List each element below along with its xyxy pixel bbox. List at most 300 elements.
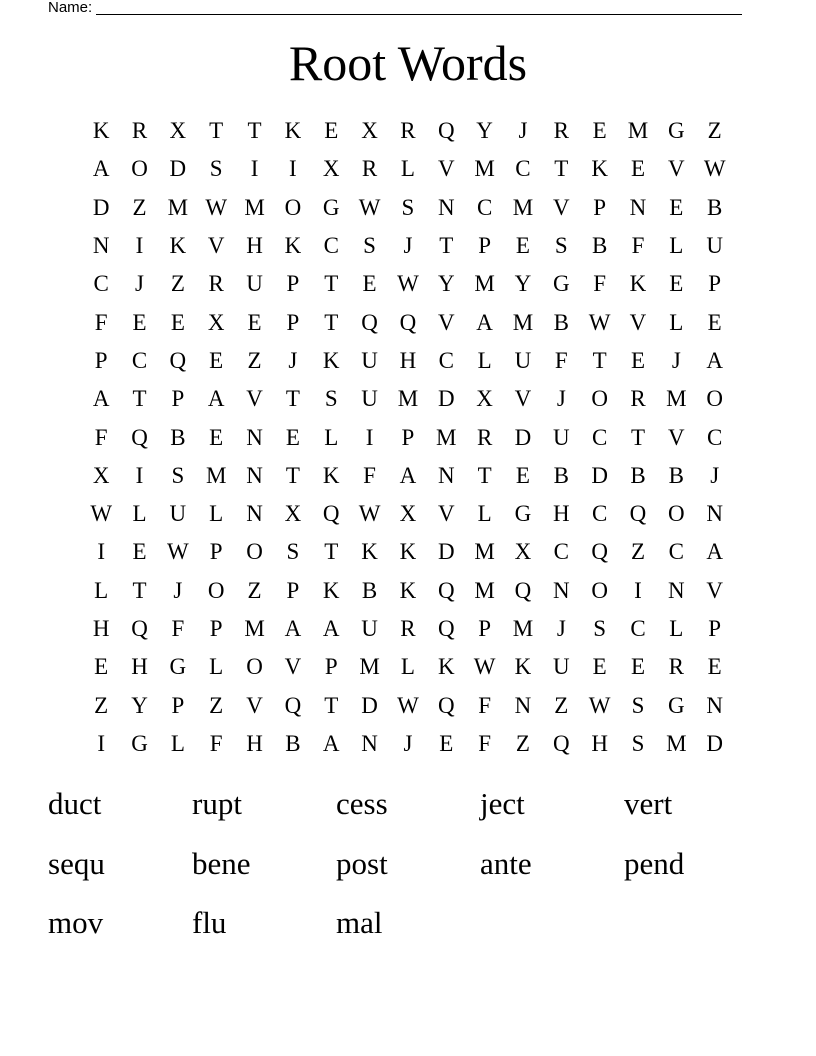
grid-letter: X bbox=[92, 462, 110, 488]
name-label: Name: bbox=[48, 0, 93, 16]
grid-letter: E bbox=[630, 347, 646, 373]
grid-letter: T bbox=[209, 118, 224, 144]
grid-letter: O bbox=[207, 577, 225, 603]
grid-letter: S bbox=[171, 462, 185, 488]
grid-letter: W bbox=[588, 309, 611, 335]
grid-letter: T bbox=[477, 462, 492, 488]
grid-letter: M bbox=[512, 194, 534, 220]
grid-letter: E bbox=[669, 194, 684, 220]
grid-letter: G bbox=[552, 271, 570, 297]
grid-letter: M bbox=[474, 156, 495, 182]
grid-letter: T bbox=[324, 271, 339, 297]
grid-letter: Q bbox=[361, 309, 378, 335]
grid-letter: K bbox=[591, 156, 608, 182]
grid-letter: V bbox=[437, 501, 455, 527]
grid-letter: D bbox=[706, 730, 723, 756]
grid-letter: A bbox=[322, 730, 340, 756]
grid-letter: L bbox=[400, 654, 415, 680]
grid-letter: I bbox=[365, 424, 374, 450]
grid-letter: U bbox=[706, 233, 723, 259]
grid-letter: K bbox=[92, 118, 110, 144]
grid-letter: L bbox=[94, 577, 109, 603]
grid-letter: F bbox=[554, 347, 568, 373]
grid-letter: Y bbox=[437, 271, 455, 297]
grid-letter: R bbox=[208, 271, 224, 297]
grid-letter: X bbox=[514, 539, 532, 565]
grid-letter: Q bbox=[437, 616, 455, 641]
grid-letter: N bbox=[246, 424, 263, 450]
grid-letter: Q bbox=[552, 730, 570, 756]
grid-letter: B bbox=[361, 577, 378, 603]
grid-letter: L bbox=[400, 156, 415, 182]
grid-letter: F bbox=[94, 424, 108, 450]
grid-letter: D bbox=[169, 156, 187, 182]
grid-letter: C bbox=[438, 347, 454, 373]
grid-letter: N bbox=[437, 194, 455, 220]
grid-letter: X bbox=[399, 501, 417, 527]
grid-letter: N bbox=[552, 577, 570, 603]
grid-letter: Z bbox=[515, 730, 530, 756]
grid-letter: C bbox=[323, 233, 339, 259]
grid-letter: W bbox=[90, 501, 113, 527]
grid-letter: H bbox=[246, 233, 263, 259]
grid-letter: K bbox=[284, 233, 302, 259]
grid-letter: C bbox=[591, 424, 608, 450]
grid-row bbox=[82, 418, 734, 456]
grid-letter: M bbox=[474, 539, 495, 565]
word-bank-item: sequ bbox=[48, 845, 105, 881]
grid-letter: B bbox=[553, 309, 569, 335]
grid-letter: E bbox=[592, 118, 607, 144]
grid-letter: E bbox=[630, 156, 646, 182]
grid-letter: M bbox=[627, 118, 649, 144]
grid-letter: T bbox=[285, 386, 300, 412]
grid-letter: G bbox=[668, 692, 685, 718]
grid-letter: B bbox=[630, 462, 646, 488]
grid-letter: L bbox=[477, 501, 492, 527]
grid-letter: O bbox=[284, 194, 302, 220]
word-bank-item: ject bbox=[480, 786, 525, 821]
grid-letter: P bbox=[324, 654, 338, 680]
grid-letter: K bbox=[399, 577, 417, 603]
grid-letter: Z bbox=[94, 692, 109, 718]
grid-row bbox=[82, 725, 734, 763]
grid-letter: K bbox=[361, 539, 378, 565]
grid-letter: S bbox=[554, 233, 568, 259]
grid-letter: U bbox=[361, 386, 378, 412]
grid-letter: G bbox=[668, 118, 685, 144]
grid-letter: Z bbox=[247, 347, 262, 373]
grid-letter: T bbox=[132, 386, 147, 412]
grid-letter: V bbox=[629, 309, 647, 335]
grid-letter: T bbox=[592, 347, 607, 373]
grid-letter: G bbox=[131, 730, 148, 756]
grid-letter: X bbox=[284, 501, 302, 527]
grid-letter: P bbox=[478, 233, 491, 259]
grid-letter: W bbox=[167, 539, 189, 565]
grid-letter: E bbox=[132, 539, 147, 565]
grid-letter: U bbox=[552, 654, 570, 680]
grid-letter: Z bbox=[247, 577, 262, 603]
grid-letter: Z bbox=[132, 194, 147, 220]
grid-letter: D bbox=[514, 424, 532, 450]
grid-letter: D bbox=[437, 539, 455, 565]
grid-letter: L bbox=[132, 501, 147, 527]
grid-letter: J bbox=[671, 347, 681, 373]
letter-grid bbox=[82, 112, 734, 763]
grid-letter: Q bbox=[284, 692, 302, 718]
grid-letter: E bbox=[247, 309, 262, 335]
grid-letter: D bbox=[92, 194, 110, 220]
grid-letter: M bbox=[666, 730, 687, 756]
grid-letter: V bbox=[552, 194, 570, 220]
word-bank-item: mov bbox=[48, 905, 104, 940]
grid-letter: Y bbox=[131, 692, 148, 718]
grid-letter: E bbox=[324, 118, 339, 144]
grid-letter: S bbox=[401, 194, 415, 220]
grid-letter: E bbox=[669, 271, 684, 297]
grid-letter: F bbox=[478, 692, 491, 718]
grid-letter: A bbox=[92, 156, 110, 182]
grid-letter: F bbox=[171, 616, 185, 641]
grid-letter: Q bbox=[437, 577, 455, 603]
grid-letter: L bbox=[669, 616, 684, 641]
grid-letter: X bbox=[169, 118, 187, 144]
grid-letter: O bbox=[706, 386, 723, 412]
grid-letter: J bbox=[403, 233, 413, 259]
grid-letter: E bbox=[132, 309, 147, 335]
grid-letter: W bbox=[473, 654, 496, 680]
grid-letter: O bbox=[591, 386, 608, 412]
grid-letter: P bbox=[286, 271, 300, 297]
grid-letter: L bbox=[669, 309, 684, 335]
grid-letter: M bbox=[436, 424, 457, 450]
grid-letter: P bbox=[286, 309, 300, 335]
grid-letter: W bbox=[703, 156, 726, 182]
grid-letter: S bbox=[363, 233, 376, 259]
grid-letter: U bbox=[361, 347, 378, 373]
grid-letter: T bbox=[324, 692, 339, 718]
word-bank-item: pend bbox=[624, 845, 685, 881]
grid-letter: W bbox=[358, 194, 381, 220]
grid-letter: P bbox=[94, 347, 108, 373]
grid-letter: E bbox=[707, 309, 722, 335]
grid-letter: I bbox=[135, 462, 144, 488]
grid-letter: P bbox=[209, 616, 223, 641]
grid-letter: Q bbox=[131, 424, 148, 450]
grid-letter: B bbox=[553, 462, 569, 488]
grid-letter: T bbox=[324, 309, 339, 335]
grid-letter: M bbox=[359, 654, 380, 680]
grid-letter: B bbox=[591, 233, 608, 259]
grid-letter: L bbox=[324, 424, 339, 450]
grid-letter: I bbox=[250, 156, 259, 182]
grid-letter: I bbox=[289, 156, 297, 182]
grid-letter: M bbox=[474, 577, 495, 603]
grid-letter: G bbox=[169, 654, 187, 680]
grid-letter: B bbox=[668, 462, 684, 488]
grid-letter: C bbox=[707, 424, 723, 450]
grid-row bbox=[82, 265, 734, 303]
grid-letter: U bbox=[169, 501, 187, 527]
grid-letter: J bbox=[173, 577, 183, 603]
grid-letter: U bbox=[361, 616, 378, 641]
grid-letter: O bbox=[246, 654, 263, 680]
grid-letter: P bbox=[708, 271, 722, 297]
grid-letter: P bbox=[401, 424, 415, 450]
grid-letter: C bbox=[476, 194, 493, 220]
grid-letter: V bbox=[668, 156, 685, 182]
grid-letter: J bbox=[403, 730, 413, 756]
word-bank bbox=[48, 780, 768, 959]
grid-letter: N bbox=[92, 233, 110, 259]
grid-letter: K bbox=[322, 577, 340, 603]
grid-letter: Y bbox=[476, 118, 493, 144]
grid-letter: N bbox=[668, 577, 685, 603]
grid-letter: E bbox=[209, 424, 224, 450]
grid-letter: O bbox=[246, 539, 263, 565]
grid-letter: G bbox=[322, 194, 340, 220]
grid-letter: Z bbox=[209, 692, 224, 718]
grid-row bbox=[82, 457, 734, 495]
grid-letter: P bbox=[478, 616, 491, 641]
grid-letter: Z bbox=[707, 118, 722, 144]
grid-letter: R bbox=[361, 156, 378, 182]
grid-letter: X bbox=[322, 156, 340, 182]
grid-letter: R bbox=[131, 118, 148, 144]
grid-letter: E bbox=[515, 233, 530, 259]
grid-letter: C bbox=[591, 501, 608, 527]
word-bank-item: vert bbox=[624, 786, 673, 821]
grid-letter: M bbox=[244, 616, 265, 641]
grid-letter: K bbox=[169, 233, 187, 259]
grid-letter: X bbox=[476, 386, 493, 412]
grid-letter: F bbox=[478, 730, 491, 756]
page-title: Root Words bbox=[288, 35, 528, 91]
grid-letter: N bbox=[514, 692, 532, 718]
grid-row bbox=[82, 303, 734, 341]
word-bank-item: post bbox=[336, 845, 388, 881]
grid-row bbox=[82, 610, 734, 648]
grid-letter: J bbox=[710, 462, 720, 488]
grid-letter: C bbox=[93, 271, 109, 297]
word-bank-item: duct bbox=[48, 786, 102, 821]
grid-letter: Q bbox=[591, 539, 608, 565]
name-row bbox=[48, 0, 742, 18]
grid-letter: E bbox=[209, 347, 224, 373]
grid-letter: A bbox=[476, 309, 493, 335]
grid-letter: N bbox=[706, 692, 723, 718]
grid-row bbox=[82, 686, 734, 724]
grid-letter: R bbox=[630, 386, 646, 412]
grid-row bbox=[82, 533, 734, 571]
grid-letter: Z bbox=[630, 539, 646, 565]
grid-letter: V bbox=[706, 577, 723, 603]
grid-letter: H bbox=[131, 654, 148, 680]
grid-letter: I bbox=[97, 539, 105, 565]
word-bank-item: mal bbox=[336, 905, 383, 940]
grid-letter: H bbox=[246, 730, 263, 756]
grid-letter: G bbox=[514, 501, 532, 527]
grid-letter: V bbox=[284, 654, 302, 680]
grid-letter: V bbox=[246, 692, 263, 718]
grid-letter: B bbox=[285, 730, 301, 756]
grid-letter: V bbox=[246, 386, 263, 412]
grid-letter: S bbox=[324, 386, 338, 412]
grid-row bbox=[82, 342, 734, 380]
grid-letter: U bbox=[514, 347, 532, 373]
grid-letter: J bbox=[518, 118, 528, 144]
grid-letter: K bbox=[399, 539, 417, 565]
grid-letter: W bbox=[358, 501, 381, 527]
grid-letter: J bbox=[135, 271, 144, 297]
grid-letter: F bbox=[363, 462, 376, 488]
grid-letter: U bbox=[246, 271, 263, 297]
grid-letter: F bbox=[94, 309, 108, 335]
grid-letter: M bbox=[474, 271, 495, 297]
grid-letter: T bbox=[554, 156, 569, 182]
grid-letter: Q bbox=[629, 501, 647, 527]
grid-letter: M bbox=[167, 194, 189, 220]
grid-letter: D bbox=[361, 692, 378, 718]
grid-letter: C bbox=[668, 539, 684, 565]
grid-letter: F bbox=[209, 730, 223, 756]
grid-row bbox=[82, 495, 734, 533]
grid-letter: S bbox=[631, 692, 645, 718]
grid-letter: I bbox=[135, 233, 144, 259]
word-bank-item: flu bbox=[192, 905, 227, 940]
grid-letter: S bbox=[593, 616, 607, 641]
grid-letter: N bbox=[246, 462, 263, 488]
grid-letter: T bbox=[247, 118, 262, 144]
grid-letter: R bbox=[553, 118, 569, 144]
grid-letter: N bbox=[437, 462, 455, 488]
grid-letter: Q bbox=[322, 501, 340, 527]
grid-letter: N bbox=[706, 501, 723, 527]
grid-letter: D bbox=[437, 386, 455, 412]
grid-letter: S bbox=[286, 539, 300, 565]
grid-letter: Q bbox=[169, 347, 187, 373]
grid-letter: N bbox=[629, 194, 647, 220]
grid-letter: Q bbox=[437, 118, 455, 144]
grid-letter: P bbox=[593, 194, 607, 220]
grid-letter: E bbox=[362, 271, 377, 297]
grid-letter: Q bbox=[399, 309, 417, 335]
grid-letter: M bbox=[397, 386, 419, 412]
grid-letter: F bbox=[593, 271, 607, 297]
grid-row bbox=[82, 648, 734, 686]
grid-letter: M bbox=[205, 462, 227, 488]
grid-letter: I bbox=[634, 577, 642, 603]
grid-letter: K bbox=[322, 347, 340, 373]
grid-letter: H bbox=[399, 347, 417, 373]
word-bank-item: ante bbox=[480, 845, 532, 881]
grid-letter: I bbox=[97, 730, 105, 756]
grid-letter: M bbox=[666, 386, 687, 412]
grid-letter: A bbox=[706, 539, 723, 565]
grid-letter: W bbox=[397, 692, 419, 718]
grid-letter: R bbox=[400, 616, 416, 641]
grid-letter: A bbox=[322, 616, 340, 641]
grid-letter: K bbox=[629, 271, 647, 297]
grid-letter: B bbox=[170, 424, 186, 450]
grid-letter: V bbox=[207, 233, 225, 259]
grid-letter: J bbox=[556, 386, 566, 412]
grid-letter: R bbox=[400, 118, 416, 144]
grid-letter: E bbox=[285, 424, 300, 450]
grid-letter: S bbox=[209, 156, 223, 182]
grid-letter: K bbox=[514, 654, 532, 680]
grid-letter: N bbox=[361, 730, 378, 756]
grid-letter: T bbox=[439, 233, 454, 259]
grid-letter: E bbox=[592, 654, 607, 680]
grid-letter: M bbox=[512, 309, 534, 335]
grid-letter: Q bbox=[437, 692, 455, 718]
grid-letter: K bbox=[437, 654, 455, 680]
grid-row bbox=[82, 189, 734, 227]
grid-row bbox=[82, 572, 734, 610]
grid-letter: E bbox=[439, 730, 454, 756]
grid-row bbox=[82, 150, 734, 188]
grid-letter: Z bbox=[554, 692, 569, 718]
grid-letter: C bbox=[515, 156, 531, 182]
grid-letter: E bbox=[94, 654, 109, 680]
grid-letter: D bbox=[591, 462, 608, 488]
grid-letter: Q bbox=[131, 616, 148, 641]
grid-letter: J bbox=[288, 347, 298, 373]
grid-letter: A bbox=[207, 386, 225, 412]
grid-letter: E bbox=[630, 654, 646, 680]
grid-letter: V bbox=[514, 386, 532, 412]
grid-letter: V bbox=[668, 424, 685, 450]
grid-letter: H bbox=[591, 730, 608, 756]
grid-letter: R bbox=[476, 424, 493, 450]
word-bank-item: bene bbox=[192, 845, 251, 881]
grid-letter: O bbox=[131, 156, 148, 182]
grid-letter: E bbox=[515, 462, 530, 488]
grid-letter: T bbox=[630, 424, 646, 450]
grid-letter: K bbox=[322, 462, 340, 488]
grid-letter: F bbox=[631, 233, 645, 259]
grid-letter: P bbox=[286, 577, 300, 603]
grid-letter: V bbox=[437, 309, 455, 335]
grid-letter: L bbox=[209, 501, 224, 527]
grid-letter: T bbox=[324, 539, 339, 565]
grid-letter: U bbox=[552, 424, 570, 450]
grid-letter: P bbox=[209, 539, 223, 565]
grid-letter: T bbox=[285, 462, 300, 488]
grid-letter: W bbox=[588, 692, 611, 718]
grid-letter: Q bbox=[514, 577, 532, 603]
grid-letter: Y bbox=[514, 271, 532, 297]
grid-letter: N bbox=[246, 501, 263, 527]
grid-letter: X bbox=[207, 309, 225, 335]
grid-letter: A bbox=[284, 616, 302, 641]
word-bank-item: rupt bbox=[192, 786, 242, 821]
grid-letter: M bbox=[244, 194, 265, 220]
grid-letter: P bbox=[171, 386, 185, 412]
grid-letter: J bbox=[556, 616, 566, 641]
grid-letter: P bbox=[171, 692, 185, 718]
grid-letter: O bbox=[668, 501, 685, 527]
grid-letter: L bbox=[170, 730, 185, 756]
grid-letter: E bbox=[170, 309, 185, 335]
grid-letter: C bbox=[131, 347, 148, 373]
grid-letter: P bbox=[708, 616, 722, 641]
grid-letter: W bbox=[397, 271, 419, 297]
grid-letter: V bbox=[437, 156, 455, 182]
grid-letter: H bbox=[552, 501, 570, 527]
